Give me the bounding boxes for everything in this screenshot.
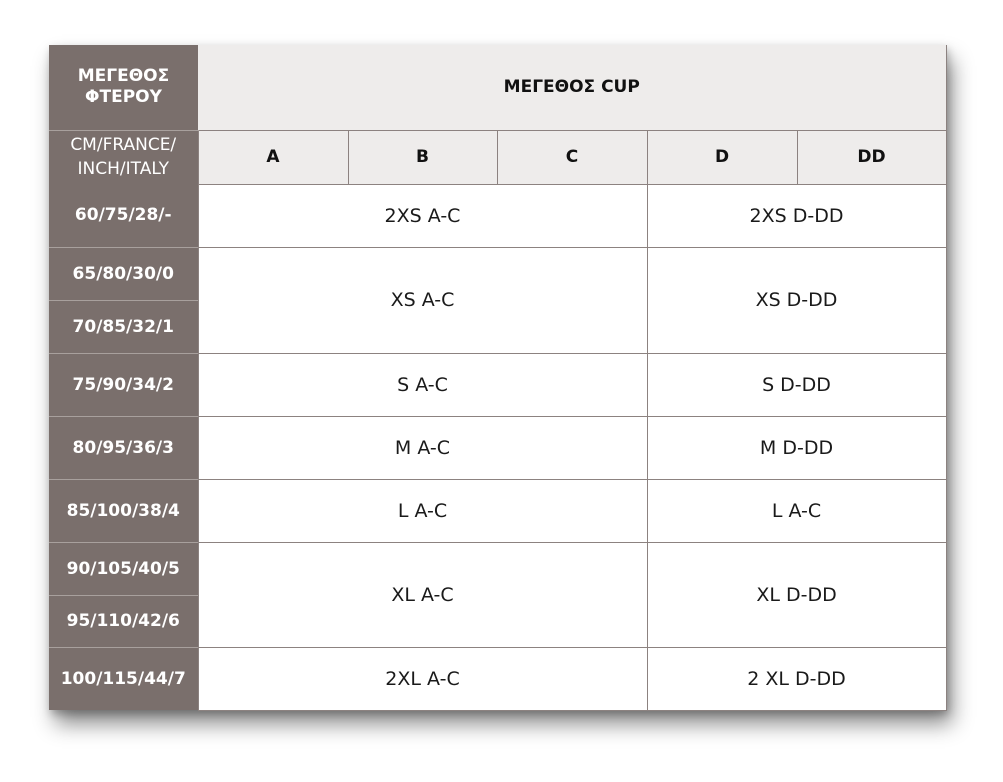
table-row bbox=[49, 184, 946, 247]
band-size-cell: 95/110/42/6 bbox=[49, 595, 198, 647]
cup-col-b: B bbox=[348, 130, 497, 184]
table-row bbox=[49, 647, 946, 710]
band-size-title: ΜΕΓΕΘΟΣ ΦΤΕΡΟΥ bbox=[49, 45, 198, 130]
size-cell-a-c: M A-C bbox=[198, 416, 647, 479]
size-cell-d-dd: L A-C bbox=[647, 479, 946, 542]
cup-col-d: D bbox=[647, 130, 797, 184]
table-row bbox=[49, 542, 946, 595]
band-size-cell: 100/115/44/7 bbox=[49, 647, 198, 710]
size-cell-a-c: S A-C bbox=[198, 353, 647, 416]
size-chart-card bbox=[49, 45, 946, 710]
size-cell-a-c: 2XL A-C bbox=[198, 647, 647, 710]
cup-col-c: C bbox=[497, 130, 647, 184]
size-cell-a-c: XS A-C bbox=[198, 247, 647, 353]
size-cell-d-dd: 2XS D-DD bbox=[647, 184, 946, 247]
band-size-cell: 85/100/38/4 bbox=[49, 479, 198, 542]
band-size-units: CM/FRANCE/ INCH/ITALY bbox=[49, 130, 198, 184]
size-chart-table bbox=[49, 45, 947, 711]
size-cell-d-dd: XS D-DD bbox=[647, 247, 946, 353]
size-cell-d-dd: XL D-DD bbox=[647, 542, 946, 647]
size-cell-d-dd: S D-DD bbox=[647, 353, 946, 416]
table-row bbox=[49, 353, 946, 416]
size-cell-a-c: L A-C bbox=[198, 479, 647, 542]
band-size-cell: 90/105/40/5 bbox=[49, 542, 198, 595]
band-size-cell: 65/80/30/0 bbox=[49, 247, 198, 300]
band-size-cell: 70/85/32/1 bbox=[49, 300, 198, 353]
band-size-cell: 75/90/34/2 bbox=[49, 353, 198, 416]
table-row bbox=[49, 479, 946, 542]
size-cell-a-c: 2XS A-C bbox=[198, 184, 647, 247]
size-cell-d-dd: 2 XL D-DD bbox=[647, 647, 946, 710]
band-size-cell: 80/95/36/3 bbox=[49, 416, 198, 479]
table-row bbox=[49, 247, 946, 300]
cup-col-a: A bbox=[198, 130, 348, 184]
table-row bbox=[49, 416, 946, 479]
size-cell-d-dd: M D-DD bbox=[647, 416, 946, 479]
cup-col-dd: DD bbox=[797, 130, 946, 184]
size-cell-a-c: XL A-C bbox=[198, 542, 647, 647]
cup-size-title: ΜΕΓΕΘΟΣ CUP bbox=[198, 45, 946, 130]
band-size-cell: 60/75/28/- bbox=[49, 184, 198, 247]
